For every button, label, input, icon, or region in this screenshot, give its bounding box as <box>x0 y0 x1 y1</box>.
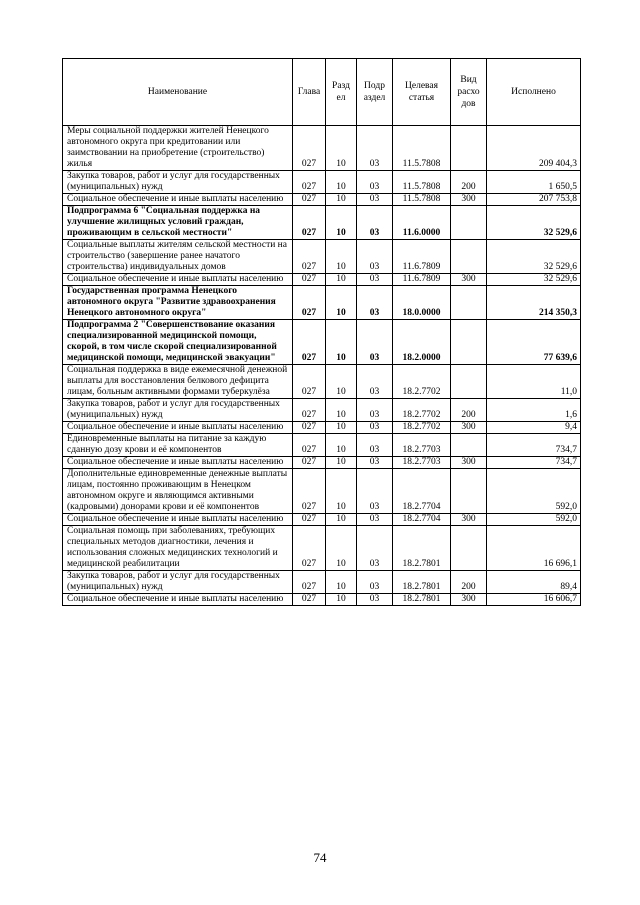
table-row <box>63 274 581 286</box>
header-podrazdel: Подр аздел <box>357 59 393 126</box>
cell-executed: 32 529,6 <box>487 206 581 240</box>
cell-name: Подпрограмма 6 "Социальная поддержка на улучшение жилищных условий граждан, проживающим в сельской местности" <box>63 206 293 240</box>
cell-glava: 027 <box>293 194 326 206</box>
table-row <box>63 286 581 320</box>
cell-name: Социальная помощь при заболеваниях, требующих специальных методов диагностики, лечения и использования сложных медицинских технологий и медицинской реабилитации <box>63 526 293 571</box>
cell-podrazdel: 03 <box>357 594 393 606</box>
cell-name: Социальное обеспечение и иные выплаты населению <box>63 457 293 469</box>
cell-executed: 207 753,8 <box>487 194 581 206</box>
table-row <box>63 320 581 365</box>
cell-executed: 734,7 <box>487 457 581 469</box>
cell-glava: 027 <box>293 399 326 422</box>
cell-executed: 16 696,1 <box>487 526 581 571</box>
table-row <box>63 206 581 240</box>
cell-expense-type: 300 <box>451 594 487 606</box>
cell-expense-type: 200 <box>451 571 487 594</box>
cell-expense-type: 300 <box>451 457 487 469</box>
cell-executed: 89,4 <box>487 571 581 594</box>
cell-target-article: 18.2.7801 <box>393 526 451 571</box>
cell-name: Государственная программа Ненецкого автономного округа "Развитие здравоохранения Ненецкого автономного округа" <box>63 286 293 320</box>
cell-executed: 11,0 <box>487 365 581 399</box>
cell-podrazdel: 03 <box>357 194 393 206</box>
cell-target-article: 11.5.7808 <box>393 194 451 206</box>
cell-expense-type <box>451 434 487 457</box>
cell-executed: 1 650,5 <box>487 171 581 194</box>
cell-razdel: 10 <box>326 286 357 320</box>
cell-target-article: 11.6.7809 <box>393 240 451 274</box>
cell-expense-type: 300 <box>451 422 487 434</box>
cell-target-article: 18.0.0000 <box>393 286 451 320</box>
cell-target-article: 18.2.7702 <box>393 365 451 399</box>
cell-target-article: 18.2.7703 <box>393 434 451 457</box>
cell-expense-type: 300 <box>451 274 487 286</box>
cell-executed: 16 606,7 <box>487 594 581 606</box>
cell-glava: 027 <box>293 594 326 606</box>
cell-target-article: 18.2.7704 <box>393 469 451 514</box>
cell-expense-type <box>451 526 487 571</box>
cell-glava: 027 <box>293 320 326 365</box>
table-row <box>63 434 581 457</box>
table-row <box>63 526 581 571</box>
cell-podrazdel: 03 <box>357 422 393 434</box>
page-number: 74 <box>313 850 327 865</box>
cell-podrazdel: 03 <box>357 434 393 457</box>
cell-expense-type <box>451 320 487 365</box>
cell-target-article: 11.6.7809 <box>393 274 451 286</box>
cell-expense-type <box>451 286 487 320</box>
cell-glava: 027 <box>293 457 326 469</box>
cell-expense-type <box>451 206 487 240</box>
cell-podrazdel: 03 <box>357 365 393 399</box>
cell-podrazdel: 03 <box>357 206 393 240</box>
cell-razdel: 10 <box>326 422 357 434</box>
header-glava: Глава <box>293 59 326 126</box>
cell-executed: 592,0 <box>487 469 581 514</box>
cell-podrazdel: 03 <box>357 571 393 594</box>
cell-target-article: 18.2.7801 <box>393 594 451 606</box>
cell-razdel: 10 <box>326 206 357 240</box>
cell-glava: 027 <box>293 240 326 274</box>
cell-podrazdel: 03 <box>357 286 393 320</box>
cell-target-article: 11.5.7808 <box>393 171 451 194</box>
budget-table <box>62 58 581 606</box>
cell-razdel: 10 <box>326 320 357 365</box>
cell-podrazdel: 03 <box>357 457 393 469</box>
cell-target-article: 18.2.7801 <box>393 571 451 594</box>
cell-glava: 027 <box>293 571 326 594</box>
cell-executed: 592,0 <box>487 514 581 526</box>
cell-razdel: 10 <box>326 514 357 526</box>
cell-glava: 027 <box>293 365 326 399</box>
cell-name: Социальное обеспечение и иные выплаты населению <box>63 422 293 434</box>
cell-name: Социальное обеспечение и иные выплаты населению <box>63 274 293 286</box>
cell-podrazdel: 03 <box>357 274 393 286</box>
cell-podrazdel: 03 <box>357 126 393 171</box>
cell-razdel: 10 <box>326 469 357 514</box>
cell-executed: 32 529,6 <box>487 274 581 286</box>
table-row <box>63 126 581 171</box>
cell-glava: 027 <box>293 171 326 194</box>
table-row <box>63 514 581 526</box>
table-row <box>63 171 581 194</box>
cell-target-article: 18.2.7704 <box>393 514 451 526</box>
cell-name: Единовременные выплаты на питание за каждую сданную дозу крови и её компонентов <box>63 434 293 457</box>
cell-name: Социальные выплаты жителям сельской местности на строительство (завершение ранее начатого строительства) индивидуальных домов <box>63 240 293 274</box>
cell-target-article: 11.5.7808 <box>393 126 451 171</box>
table-row <box>63 194 581 206</box>
cell-expense-type <box>451 240 487 274</box>
cell-expense-type: 200 <box>451 171 487 194</box>
cell-executed: 9,4 <box>487 422 581 434</box>
table-row <box>63 457 581 469</box>
cell-razdel: 10 <box>326 365 357 399</box>
header-executed: Исполнено <box>487 59 581 126</box>
cell-glava: 027 <box>293 526 326 571</box>
cell-expense-type: 200 <box>451 399 487 422</box>
cell-expense-type: 300 <box>451 194 487 206</box>
cell-target-article: 18.2.7703 <box>393 457 451 469</box>
cell-name: Социальное обеспечение и иные выплаты населению <box>63 514 293 526</box>
cell-razdel: 10 <box>326 399 357 422</box>
cell-executed: 734,7 <box>487 434 581 457</box>
header-name: Наименование <box>63 59 293 126</box>
cell-podrazdel: 03 <box>357 526 393 571</box>
cell-razdel: 10 <box>326 274 357 286</box>
header-razdel: Разд ел <box>326 59 357 126</box>
cell-target-article: 18.2.7702 <box>393 422 451 434</box>
cell-glava: 027 <box>293 206 326 240</box>
cell-razdel: 10 <box>326 594 357 606</box>
cell-name: Закупка товаров, работ и услуг для государственных (муниципальных) нужд <box>63 399 293 422</box>
cell-glava: 027 <box>293 469 326 514</box>
header-target-article: Целевая статья <box>393 59 451 126</box>
cell-target-article: 18.2.0000 <box>393 320 451 365</box>
cell-target-article: 11.6.0000 <box>393 206 451 240</box>
cell-executed: 214 350,3 <box>487 286 581 320</box>
table-body <box>63 126 581 606</box>
cell-razdel: 10 <box>326 526 357 571</box>
cell-executed: 77 639,6 <box>487 320 581 365</box>
table-row <box>63 594 581 606</box>
table-row <box>63 571 581 594</box>
table-row <box>63 399 581 422</box>
cell-razdel: 10 <box>326 457 357 469</box>
cell-podrazdel: 03 <box>357 240 393 274</box>
cell-razdel: 10 <box>326 126 357 171</box>
cell-glava: 027 <box>293 126 326 171</box>
table-row <box>63 365 581 399</box>
cell-name: Закупка товаров, работ и услуг для государственных (муниципальных) нужд <box>63 571 293 594</box>
cell-expense-type <box>451 126 487 171</box>
cell-executed: 32 529,6 <box>487 240 581 274</box>
cell-name: Социальная поддержка в виде ежемесячной денежной выплаты для восстановления белкового дефицита лицам, больным активными формами туберкулёза <box>63 365 293 399</box>
cell-razdel: 10 <box>326 240 357 274</box>
cell-glava: 027 <box>293 422 326 434</box>
cell-name: Подпрограмма 2 "Совершенствование оказания специализированной медицинской помощи, скорой, в том числе скорой специализированной медицинской помощи, медицинской эвакуации" <box>63 320 293 365</box>
table-row <box>63 240 581 274</box>
cell-name: Меры социальной поддержки жителей Ненецкого автономного округа при кредитовании или заимствовании на приобретение (строительство) жилья <box>63 126 293 171</box>
cell-name: Дополнительные единовременные денежные выплаты лицам, постоянно проживающим в Ненецком автономном округе и являющимся активными (кадровыми) донорами крови и её компонентов <box>63 469 293 514</box>
cell-name: Социальное обеспечение и иные выплаты населению <box>63 594 293 606</box>
cell-glava: 027 <box>293 274 326 286</box>
cell-name: Социальное обеспечение и иные выплаты населению <box>63 194 293 206</box>
cell-podrazdel: 03 <box>357 469 393 514</box>
cell-name: Закупка товаров, работ и услуг для государственных (муниципальных) нужд <box>63 171 293 194</box>
cell-glava: 027 <box>293 434 326 457</box>
cell-executed: 1,6 <box>487 399 581 422</box>
cell-podrazdel: 03 <box>357 399 393 422</box>
cell-razdel: 10 <box>326 434 357 457</box>
header-expense-type: Вид расхо дов <box>451 59 487 126</box>
cell-expense-type: 300 <box>451 514 487 526</box>
cell-glava: 027 <box>293 286 326 320</box>
cell-podrazdel: 03 <box>357 514 393 526</box>
table-row <box>63 469 581 514</box>
table-row <box>63 422 581 434</box>
cell-expense-type <box>451 365 487 399</box>
cell-glava: 027 <box>293 514 326 526</box>
cell-podrazdel: 03 <box>357 320 393 365</box>
cell-razdel: 10 <box>326 194 357 206</box>
cell-target-article: 18.2.7702 <box>393 399 451 422</box>
cell-expense-type <box>451 469 487 514</box>
cell-podrazdel: 03 <box>357 171 393 194</box>
cell-executed: 209 404,3 <box>487 126 581 171</box>
table-header-row <box>63 59 581 126</box>
cell-razdel: 10 <box>326 171 357 194</box>
cell-razdel: 10 <box>326 571 357 594</box>
